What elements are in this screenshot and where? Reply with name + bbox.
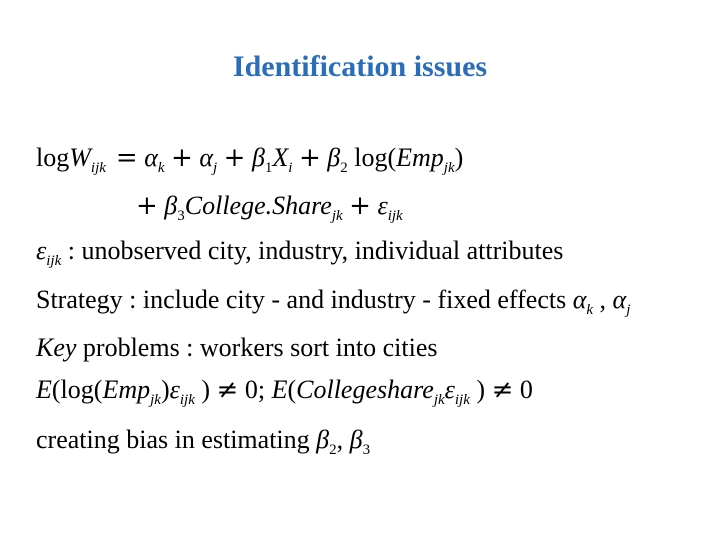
bias-beta-3-sub: 3	[362, 442, 371, 458]
conditions-line	[36, 377, 533, 408]
eq1-x-sub: i	[288, 160, 293, 176]
eq2-epsilon-sub: ijk	[387, 208, 403, 224]
cond-zero-2: 0	[519, 375, 533, 404]
eq1-w: W	[69, 143, 91, 172]
eq1-plus-1: +	[171, 143, 193, 173]
cond-not-equal-2: ≠	[491, 375, 514, 405]
cond-e-1: E	[36, 375, 52, 404]
cond-open-1: (log(	[51, 375, 103, 404]
eq2-college-share-sub: jk	[331, 208, 343, 224]
eq1-alpha-k: α	[144, 143, 158, 172]
cond-emp: Emp	[102, 375, 151, 404]
key-text: problems : workers sort into cities	[82, 333, 438, 362]
slide-title: Identification issues	[232, 50, 488, 83]
bias-line	[36, 427, 370, 458]
eq1-beta-1-sub: 1	[264, 160, 273, 176]
strategy-alpha-k: α	[572, 285, 587, 314]
eq1-x: X	[272, 143, 289, 172]
strategy-line	[36, 287, 630, 318]
cond-close-1: )	[160, 375, 170, 404]
cond-collegeshare-sub: jk	[433, 392, 445, 408]
eq1-emp: Emp	[396, 143, 444, 172]
eq1-alpha-j-sub: j	[212, 160, 218, 176]
cond-emp-sub: jk	[150, 392, 161, 408]
eps-line-text: : unobserved city, industry, individual attributes	[67, 236, 564, 265]
eq2-college-share: College.Share	[184, 191, 332, 220]
eq1-beta-2: β	[327, 143, 341, 172]
strategy-alpha-j: α	[612, 285, 627, 314]
key-problems-line	[36, 335, 437, 361]
eq1-plus-2: +	[223, 143, 246, 173]
eq1-beta-2-sub: 2	[340, 160, 348, 176]
cond-zero-1: 0;	[244, 375, 266, 404]
eq1-equals: =	[115, 143, 138, 173]
bias-comma: ,	[336, 425, 344, 454]
equation-line-2	[136, 193, 403, 224]
strategy-text: Strategy : include city - and industry - fixed effects	[36, 285, 567, 314]
cond-epsilon-1-sub: ijk	[179, 392, 195, 408]
strategy-alpha-k-sub: k	[586, 302, 594, 318]
cond-close-2: )	[201, 375, 211, 404]
cond-not-equal-1: ≠	[216, 375, 239, 405]
eq1-log: log	[36, 143, 70, 172]
eps-line-epsilon: ε	[36, 236, 47, 265]
bias-beta-2: β	[316, 425, 330, 454]
strategy-comma: ,	[599, 285, 607, 314]
epsilon-description	[36, 238, 563, 269]
eq2-beta-3-sub: 3	[177, 208, 185, 224]
cond-collegeshare: Collegeshare	[296, 375, 434, 404]
cond-epsilon-2-sub: ijk	[454, 392, 470, 408]
eq1-alpha-j: α	[199, 143, 213, 172]
equation-line-1	[36, 145, 463, 176]
bias-beta-2-sub: 2	[329, 442, 337, 458]
cond-epsilon-2: ε	[444, 375, 455, 404]
eq2-beta-3: β	[164, 191, 178, 220]
eps-line-epsilon-sub: ijk	[46, 253, 62, 269]
eq1-log-open: log(	[354, 143, 397, 172]
bias-beta-3: β	[349, 425, 363, 454]
eq1-beta-1: β	[251, 143, 265, 172]
eq2-plus-2: +	[349, 191, 371, 221]
cond-open-2: (	[287, 375, 297, 404]
bias-text: creating bias in estimating	[36, 425, 310, 454]
key-word: Key	[36, 333, 77, 362]
strategy-alpha-j-sub: j	[626, 302, 631, 318]
cond-epsilon-1: ε	[169, 375, 180, 404]
eq1-w-sub: ijk	[90, 160, 106, 176]
cond-e-2: E	[271, 375, 288, 404]
eq2-plus-1: +	[136, 191, 158, 221]
eq1-close: )	[454, 143, 464, 172]
cond-close-3: )	[476, 375, 486, 404]
eq1-plus-3: +	[298, 143, 321, 173]
eq1-alpha-k-sub: k	[157, 160, 165, 176]
eq2-epsilon: ε	[377, 191, 388, 220]
eq1-emp-sub: jk	[443, 160, 455, 176]
